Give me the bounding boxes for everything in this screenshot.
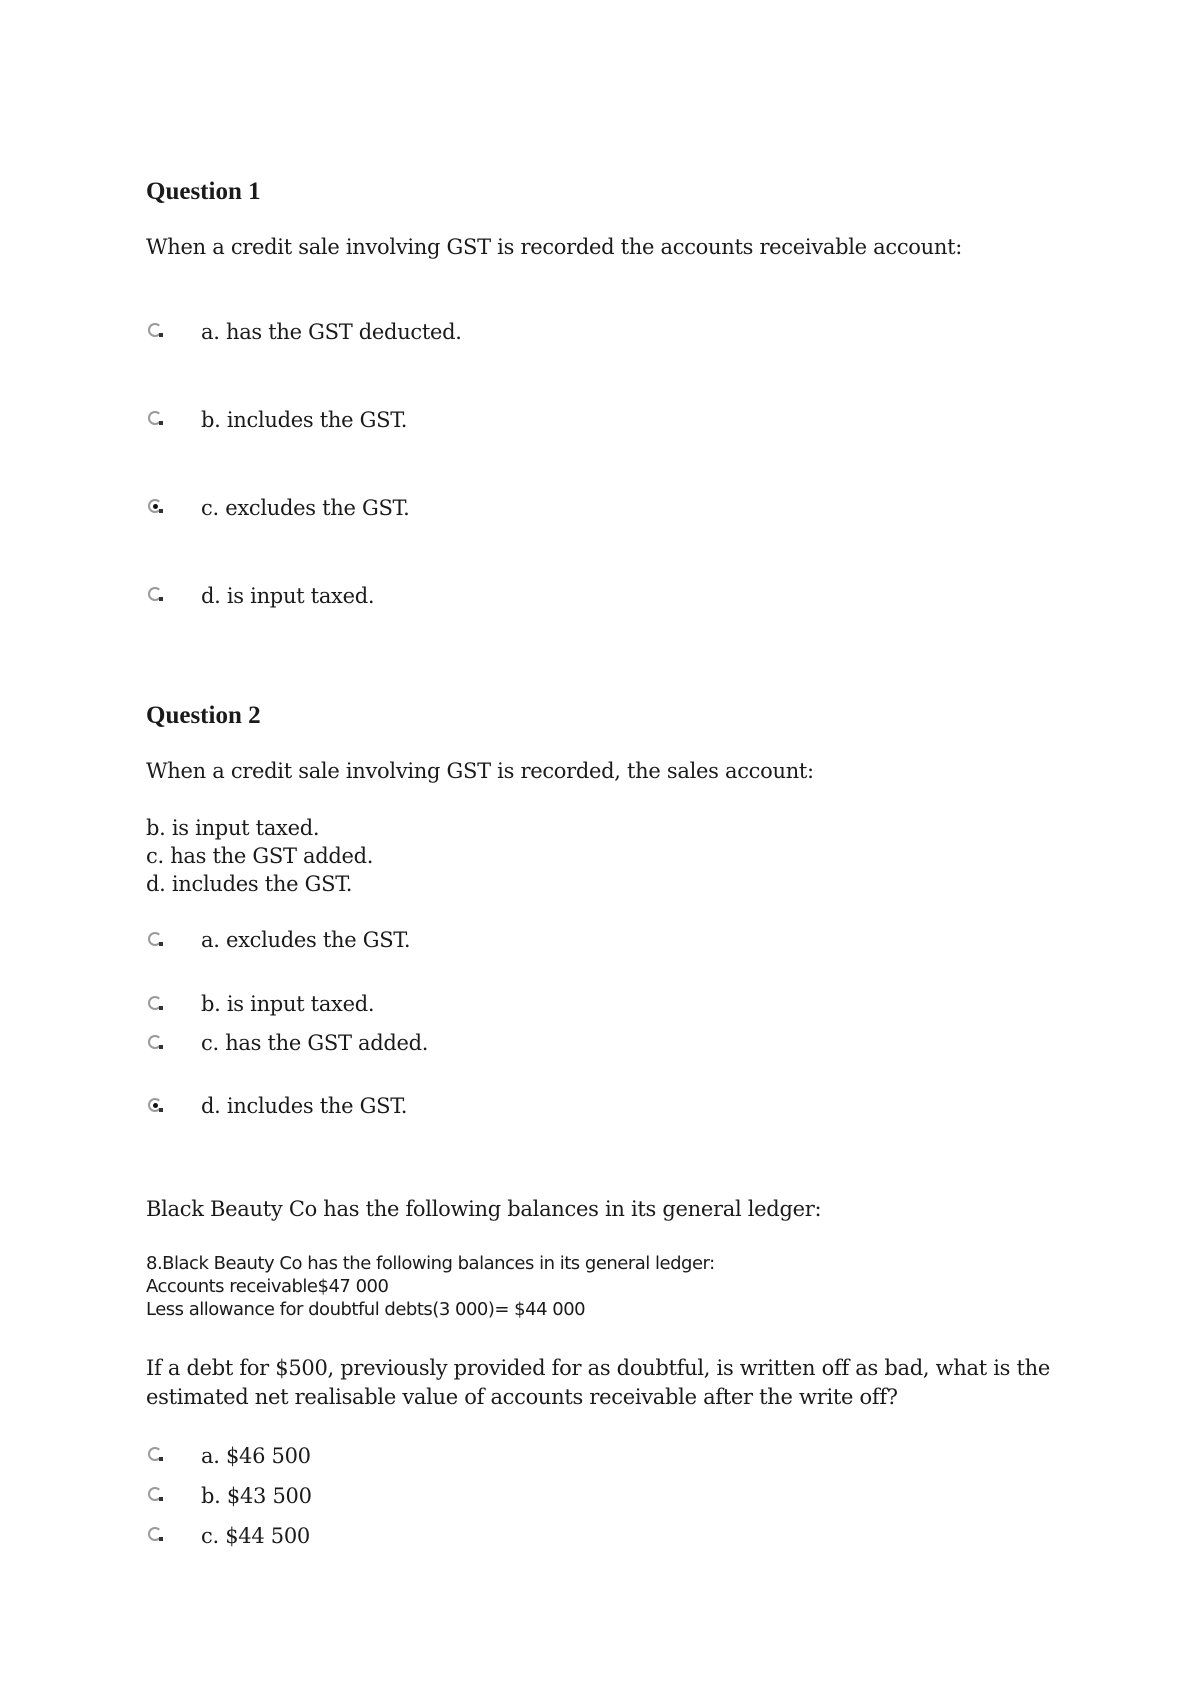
q3-option-b-radio[interactable] (148, 1487, 162, 1501)
q1-option-b-radio[interactable] (148, 411, 162, 425)
question-3-prompt (146, 1354, 1050, 1412)
radio-selected-dot (153, 1103, 158, 1108)
q1-option-d-radio[interactable] (148, 587, 162, 601)
radio-selected-dot (153, 504, 158, 509)
q1-option-a-label: a. has the GST deducted. (201, 320, 462, 344)
q3-option-c-label: c. $44 500 (201, 1524, 310, 1548)
q3-pasted-line-3: Less allowance for doubtful debts(3 000)= $44 000 (146, 1299, 586, 1320)
q2-option-b-label: b. is input taxed. (201, 992, 375, 1016)
q1-option-a-radio[interactable] (148, 323, 162, 337)
q2-option-d-label: d. includes the GST. (201, 1094, 408, 1118)
q1-option-d-label: d. is input taxed. (201, 584, 375, 608)
q1-option-b-label: b. includes the GST. (201, 408, 408, 432)
question-2-heading: Question 2 (146, 702, 261, 729)
q3-prompt-line-1: If a debt for $500, previously provided for as doubtful, is written off as bad, what is the (146, 1356, 1051, 1380)
q3-option-b-label: b. $43 500 (201, 1484, 312, 1508)
question-2-notes (146, 814, 373, 898)
q2-option-c-label: c. has the GST added. (201, 1031, 429, 1055)
q2-option-a-radio[interactable] (148, 932, 162, 946)
q2-note-d: d. includes the GST. (146, 872, 353, 896)
q2-option-a-label: a. excludes the GST. (201, 928, 411, 952)
q2-option-d-radio[interactable] (148, 1098, 162, 1112)
q2-option-b-radio[interactable] (148, 996, 162, 1010)
q2-option-c-radio[interactable] (148, 1035, 162, 1049)
q3-option-a-radio[interactable] (148, 1447, 162, 1461)
q2-note-b: b. is input taxed. (146, 816, 320, 840)
question-2-prompt: When a credit sale involving GST is recorded, the sales account: (146, 759, 814, 783)
q1-option-c-label: c. excludes the GST. (201, 496, 410, 520)
q3-prompt-line-2: estimated net realisable value of accounts receivable after the write off? (146, 1385, 898, 1409)
question-1-heading: Question 1 (146, 178, 261, 205)
q3-pasted-line-2: Accounts receivable$47 000 (146, 1276, 389, 1297)
question-1-prompt: When a credit sale involving GST is recorded the accounts receivable account: (146, 235, 963, 259)
q3-option-a-label: a. $46 500 (201, 1444, 311, 1468)
question-3-pasted-block (146, 1252, 715, 1321)
q3-option-c-radio[interactable] (148, 1527, 162, 1541)
q2-note-c: c. has the GST added. (146, 844, 374, 868)
q1-option-c-radio[interactable] (148, 499, 162, 513)
question-3-intro: Black Beauty Co has the following balances in its general ledger: (146, 1197, 822, 1221)
q3-pasted-line-1: 8.Black Beauty Co has the following balances in its general ledger: (146, 1253, 715, 1274)
